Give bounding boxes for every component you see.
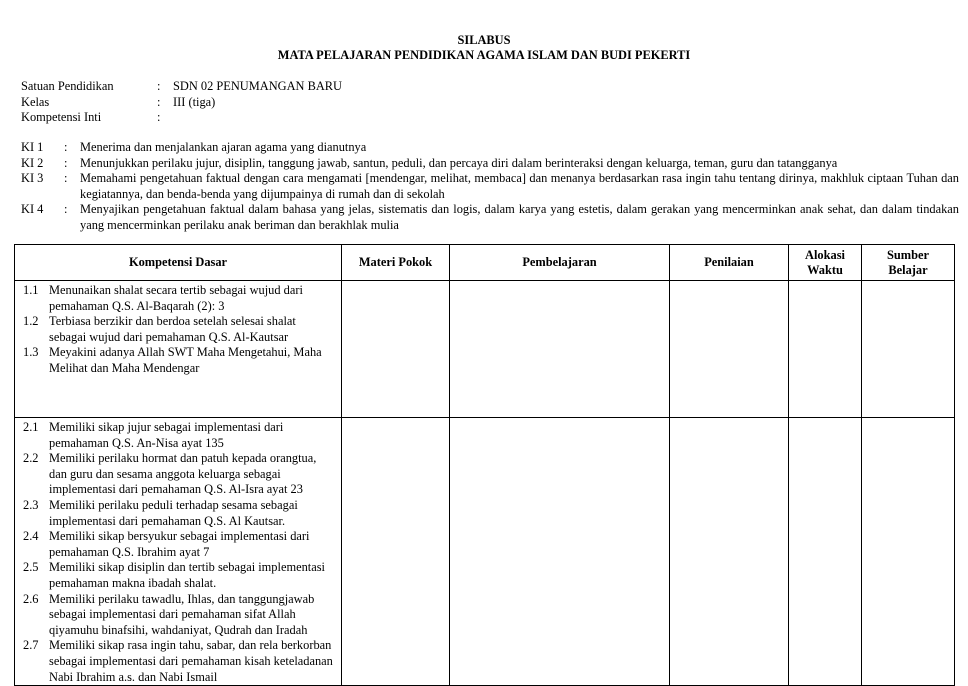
ki-code: KI 2 xyxy=(21,155,44,170)
ki-item xyxy=(21,140,959,156)
ki-text: Menunjukkan perilaku jujur, disiplin, tanggung jawab, santun, peduli, dan percaya diri dalam berinteraksi dengan keluarga, teman, guru dan tatangganya xyxy=(80,155,838,170)
kd-text: Memiliki sikap jujur sebagai implementasi dari pemahaman Q.S. An-Nisa ayat 135 xyxy=(49,420,284,450)
kd-text: Memiliki sikap bersyukur sebagai implementasi dari pemahaman Q.S. Ibrahim ayat 7 xyxy=(49,529,310,559)
kd-item xyxy=(23,451,335,498)
kd-number: 2.3 xyxy=(23,497,39,512)
document-title: SILABUS xyxy=(457,33,511,47)
ki-colon: : xyxy=(64,171,68,186)
ki-colon: : xyxy=(64,202,68,217)
table-row xyxy=(15,418,955,686)
kd-text: Menunaikan shalat secara tertib sebagai wujud dari pemahaman Q.S. Al-Baqarah (2): 3 xyxy=(49,283,303,313)
header-alokasi-line1: Alokasi xyxy=(805,247,845,262)
kd-cell xyxy=(15,281,342,418)
ki-colon: : xyxy=(64,155,68,170)
ki-item xyxy=(21,156,959,172)
ki-code: KI 3 xyxy=(21,171,44,186)
penilaian-cell xyxy=(670,418,789,686)
kd-item xyxy=(23,638,335,685)
kd-text: Memiliki perilaku hormat dan patuh kepada orangtua, dan guru dan sesama anggota keluarga sebagai implementasi dari pemahaman Q.S. Al-Isra ayat 23 xyxy=(49,451,317,497)
info-value: III (tiga) xyxy=(173,94,216,109)
info-label: Satuan Pendidikan xyxy=(21,79,114,93)
info-colon: : xyxy=(157,79,161,93)
kd-text: Meyakini adanya Allah SWT Maha Mengetahui, Maha Melihat dan Maha Mendengar xyxy=(49,345,322,375)
kd-text: Memiliki sikap rasa ingin tahu, sabar, dan rela berkorban sebagai implementasi dari pemahaman kisah keteladanan Nabi Ibrahim a.s. dan Nabi Ismail xyxy=(49,638,333,684)
kd-item xyxy=(23,420,335,451)
document-subtitle: MATA PELAJARAN PENDIDIKAN AGAMA ISLAM DAN BUDI PEKERTI xyxy=(277,48,691,62)
kd-text: Memiliki perilaku peduli terhadap sesama sebagai implementasi dari pemahaman Q.S. Al Kautsar. xyxy=(49,497,298,528)
pembelajaran-cell xyxy=(450,418,670,686)
kd-text: Memiliki sikap disiplin dan tertib sebagai implementasi pemahaman makna ibadah shalat. xyxy=(49,560,325,590)
alokasi-cell xyxy=(789,418,862,686)
header-sumber-line1: Sumber xyxy=(887,247,929,262)
kd-number: 2.5 xyxy=(23,560,39,575)
ki-code: KI 4 xyxy=(21,202,44,217)
kd-number: 1.3 xyxy=(23,345,39,360)
kd-number: 1.1 xyxy=(23,283,39,297)
table-header-row xyxy=(15,245,955,281)
ki-text: Memahami pengetahuan faktual dengan cara mengamati [mendengar, melihat, membaca] dan menanya berdasarkan rasa ingin tahu tentang dirinya, makhluk ciptaan Tuhan dan kegiatannya, dan benda-benda yang dijumpainya di rumah dan di sekolah xyxy=(80,171,959,201)
ki-item xyxy=(21,171,959,202)
pembelajaran-cell xyxy=(450,281,670,418)
kd-cell xyxy=(15,418,342,686)
header-alokasi-line2: Waktu xyxy=(807,262,843,277)
header-penilaian: Penilaian xyxy=(670,245,789,281)
header-sumber-line2: Belajar xyxy=(888,262,928,277)
kd-number: 2.2 xyxy=(23,451,39,466)
kd-text: Memiliki perilaku tawadlu, Ihlas, dan tanggungjawab sebagai implementasi dari pemahaman sifat Allah qiyamuhu binafsihi, wahdaniyat, Qudrah dan Iradah xyxy=(49,591,315,637)
header-kompetensi-dasar: Kompetensi Dasar xyxy=(15,245,342,281)
kd-item xyxy=(23,560,335,591)
kd-item xyxy=(23,345,335,376)
alokasi-cell xyxy=(789,281,862,418)
kd-number: 2.7 xyxy=(23,638,39,653)
sumber-cell xyxy=(862,281,955,418)
materi-cell xyxy=(342,418,450,686)
header-materi-pokok: Materi Pokok xyxy=(342,245,450,281)
kompetensi-inti-list xyxy=(21,140,959,234)
syllabus-table xyxy=(14,244,955,686)
info-value: SDN 02 PENUMANGAN BARU xyxy=(173,79,343,93)
info-label: Kompetensi Inti xyxy=(21,110,102,125)
kd-number: 2.6 xyxy=(23,591,39,606)
header-alokasi-waktu xyxy=(789,245,862,281)
ki-colon: : xyxy=(64,140,68,154)
ki-text: Menerima dan menjalankan ajaran agama yang dianutnya xyxy=(80,140,367,154)
info-colon: : xyxy=(157,94,161,109)
info-label: Kelas xyxy=(21,94,50,109)
ki-item xyxy=(21,202,959,233)
kd-number: 2.1 xyxy=(23,420,39,434)
ki-text: Menyajikan pengetahuan faktual dalam bahasa yang jelas, sistematis dan logis, dalam karya yang estetis, dalam gerakan yang mencerminkan anak sehat, dan dalam tindakan yang mencerminkan perilaku anak beriman dan berakhlak mulia xyxy=(80,202,959,232)
penilaian-cell xyxy=(670,281,789,418)
header-pembelajaran: Pembelajaran xyxy=(450,245,670,281)
kd-text: Terbiasa berzikir dan berdoa setelah selesai shalat sebagai wujud dari pemahaman Q.S. Al-Kautsar xyxy=(49,314,296,344)
header-sumber-belajar xyxy=(862,245,955,281)
table-row xyxy=(15,281,955,418)
info-colon: : xyxy=(157,110,161,125)
kd-item xyxy=(23,498,335,529)
ki-code: KI 1 xyxy=(21,140,44,154)
kd-item xyxy=(23,529,335,560)
kd-item xyxy=(23,314,335,345)
kd-item xyxy=(23,592,335,639)
kd-item xyxy=(23,283,335,314)
kd-number: 1.2 xyxy=(23,314,39,329)
sumber-cell xyxy=(862,418,955,686)
kd-number: 2.4 xyxy=(23,529,39,544)
materi-cell xyxy=(342,281,450,418)
